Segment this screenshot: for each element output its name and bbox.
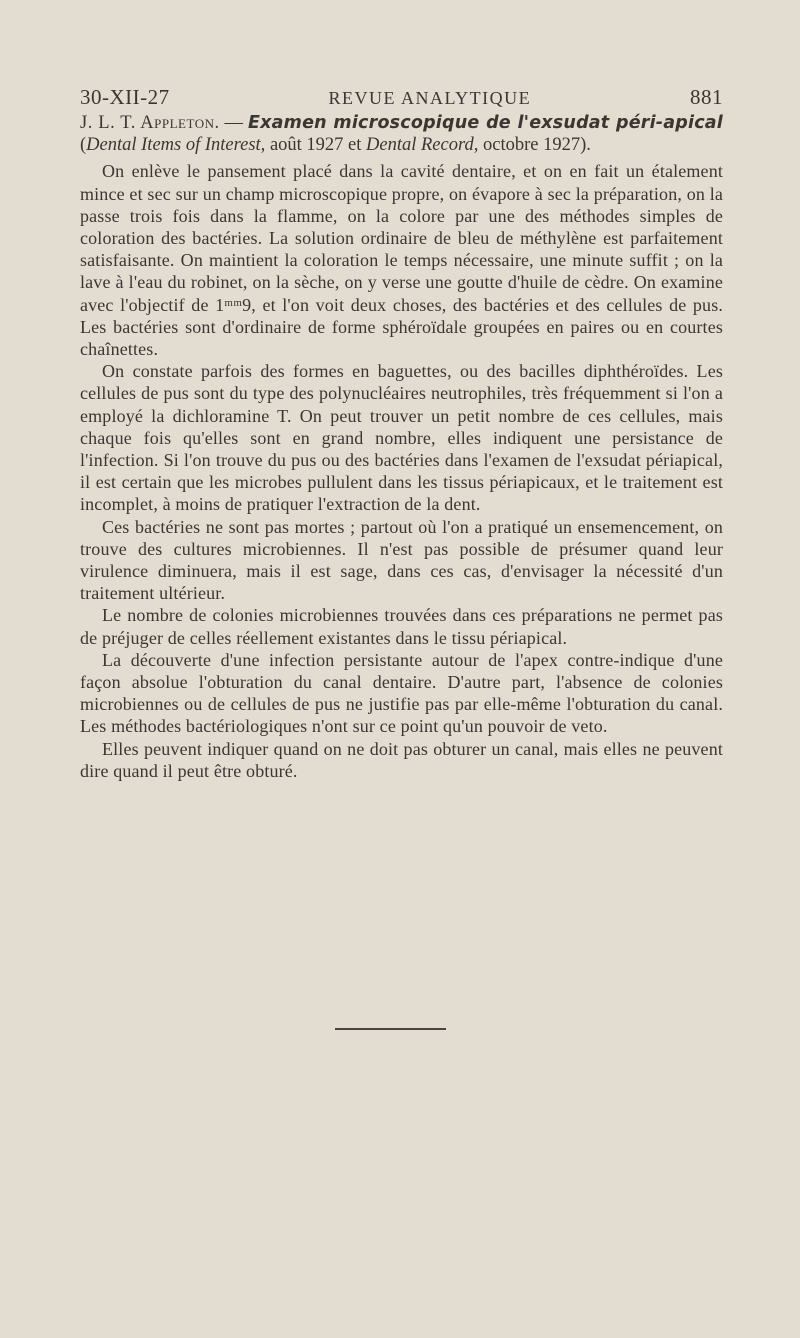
paragraph: On enlève le pansement placé dans la cavité dentaire, et on en fait un étalement mince et sec sur un champ microscopique propre, on évapore à sec la préparation, on la passe trois fois dans la flamme, on la colore par une des méthodes simples de coloration des bactéries. La solution ordinaire de bleu de méthylène est parfaitement satisfaisante. On maintient la coloration le temps nécessaire, une minute suffit ; on la lave à l'eau du robinet, on la sèche, on y verse une goutte d'huile de cèdre. On examine avec l'objectif de 1ᵐᵐ9, et l'on voit deux choses, des bactéries et des cellules de pus. Les bactéries sont d'ordinaire de forme sphéroïdale groupées en paires ou en courtes chaînettes. <box>80 161 723 360</box>
paragraph: Ces bactéries ne sont pas mortes ; partout où l'on a pratiqué un ensemencement, on trouve des cultures microbiennes. Il n'est pas possible de présumer quand leur virulence diminuera, mais il est sage, dans ces cas, d'envisager la nécessité d'un traitement ultérieur. <box>80 516 723 604</box>
paragraph: Le nombre de colonies microbiennes trouvées dans ces préparations ne permet pas de préjuger de celles réellement existantes dans le tissu périapical. <box>80 605 723 648</box>
article-title: Examen microscopique de l'exsudat péri-apical <box>247 113 723 133</box>
source-date-1: août 1927 et <box>265 135 367 156</box>
paragraph: On constate parfois des formes en baguettes, ou des bacilles diphthéroïdes. Les cellules de pus sont du type des polynucléaires neutrophiles, très fréquemment si l'on a employé la dichloramine T. On peut trouver un petit nombre de ces cellules, mais chaque fois qu'elles sont en grand nombre, elles indiquent une persistance de l'infection. Si l'on trouve du pus ou des bactéries dans l'examen de l'exsudat périapical, il est certain que les microbes pullulent dans les tissus périapicaux, et le traitement est incomplet, à moins de pratiquer l'extraction de la dent. <box>80 361 723 515</box>
journal-title: REVUE ANALYTIQUE <box>328 88 532 108</box>
page-number: 881 <box>689 85 723 109</box>
running-head <box>80 82 723 112</box>
journal-name-1: Dental Items of Interest, <box>86 135 266 156</box>
paragraph: Elles peuvent indiquer quand on ne doit pas obturer un canal, mais elles ne peuvent dire quand il peut être obturé. <box>80 738 723 781</box>
article-heading <box>80 112 723 156</box>
issue-date: 30-XII-27 <box>80 85 170 109</box>
article-body <box>80 160 723 782</box>
end-rule <box>335 1028 446 1030</box>
source-date-2: octobre 1927). <box>478 135 591 156</box>
heading-dash: — <box>219 113 248 133</box>
paragraph: La découverte d'une infection persistante autour de l'apex contre-indique d'une façon absolue l'obturation du canal dentaire. D'autre part, l'absence de colonies microbiennes ou de cellules de pus ne justifie pas par elle-même l'obturation du canal. Les méthodes bactériologiques n'ont sur ce point qu'un pouvoir de veto. <box>80 649 723 737</box>
author: J. L. T. Appleton. <box>80 113 220 133</box>
page <box>80 82 723 782</box>
journal-name-2: Dental Record, <box>366 135 479 156</box>
source-open: ( <box>80 135 87 156</box>
